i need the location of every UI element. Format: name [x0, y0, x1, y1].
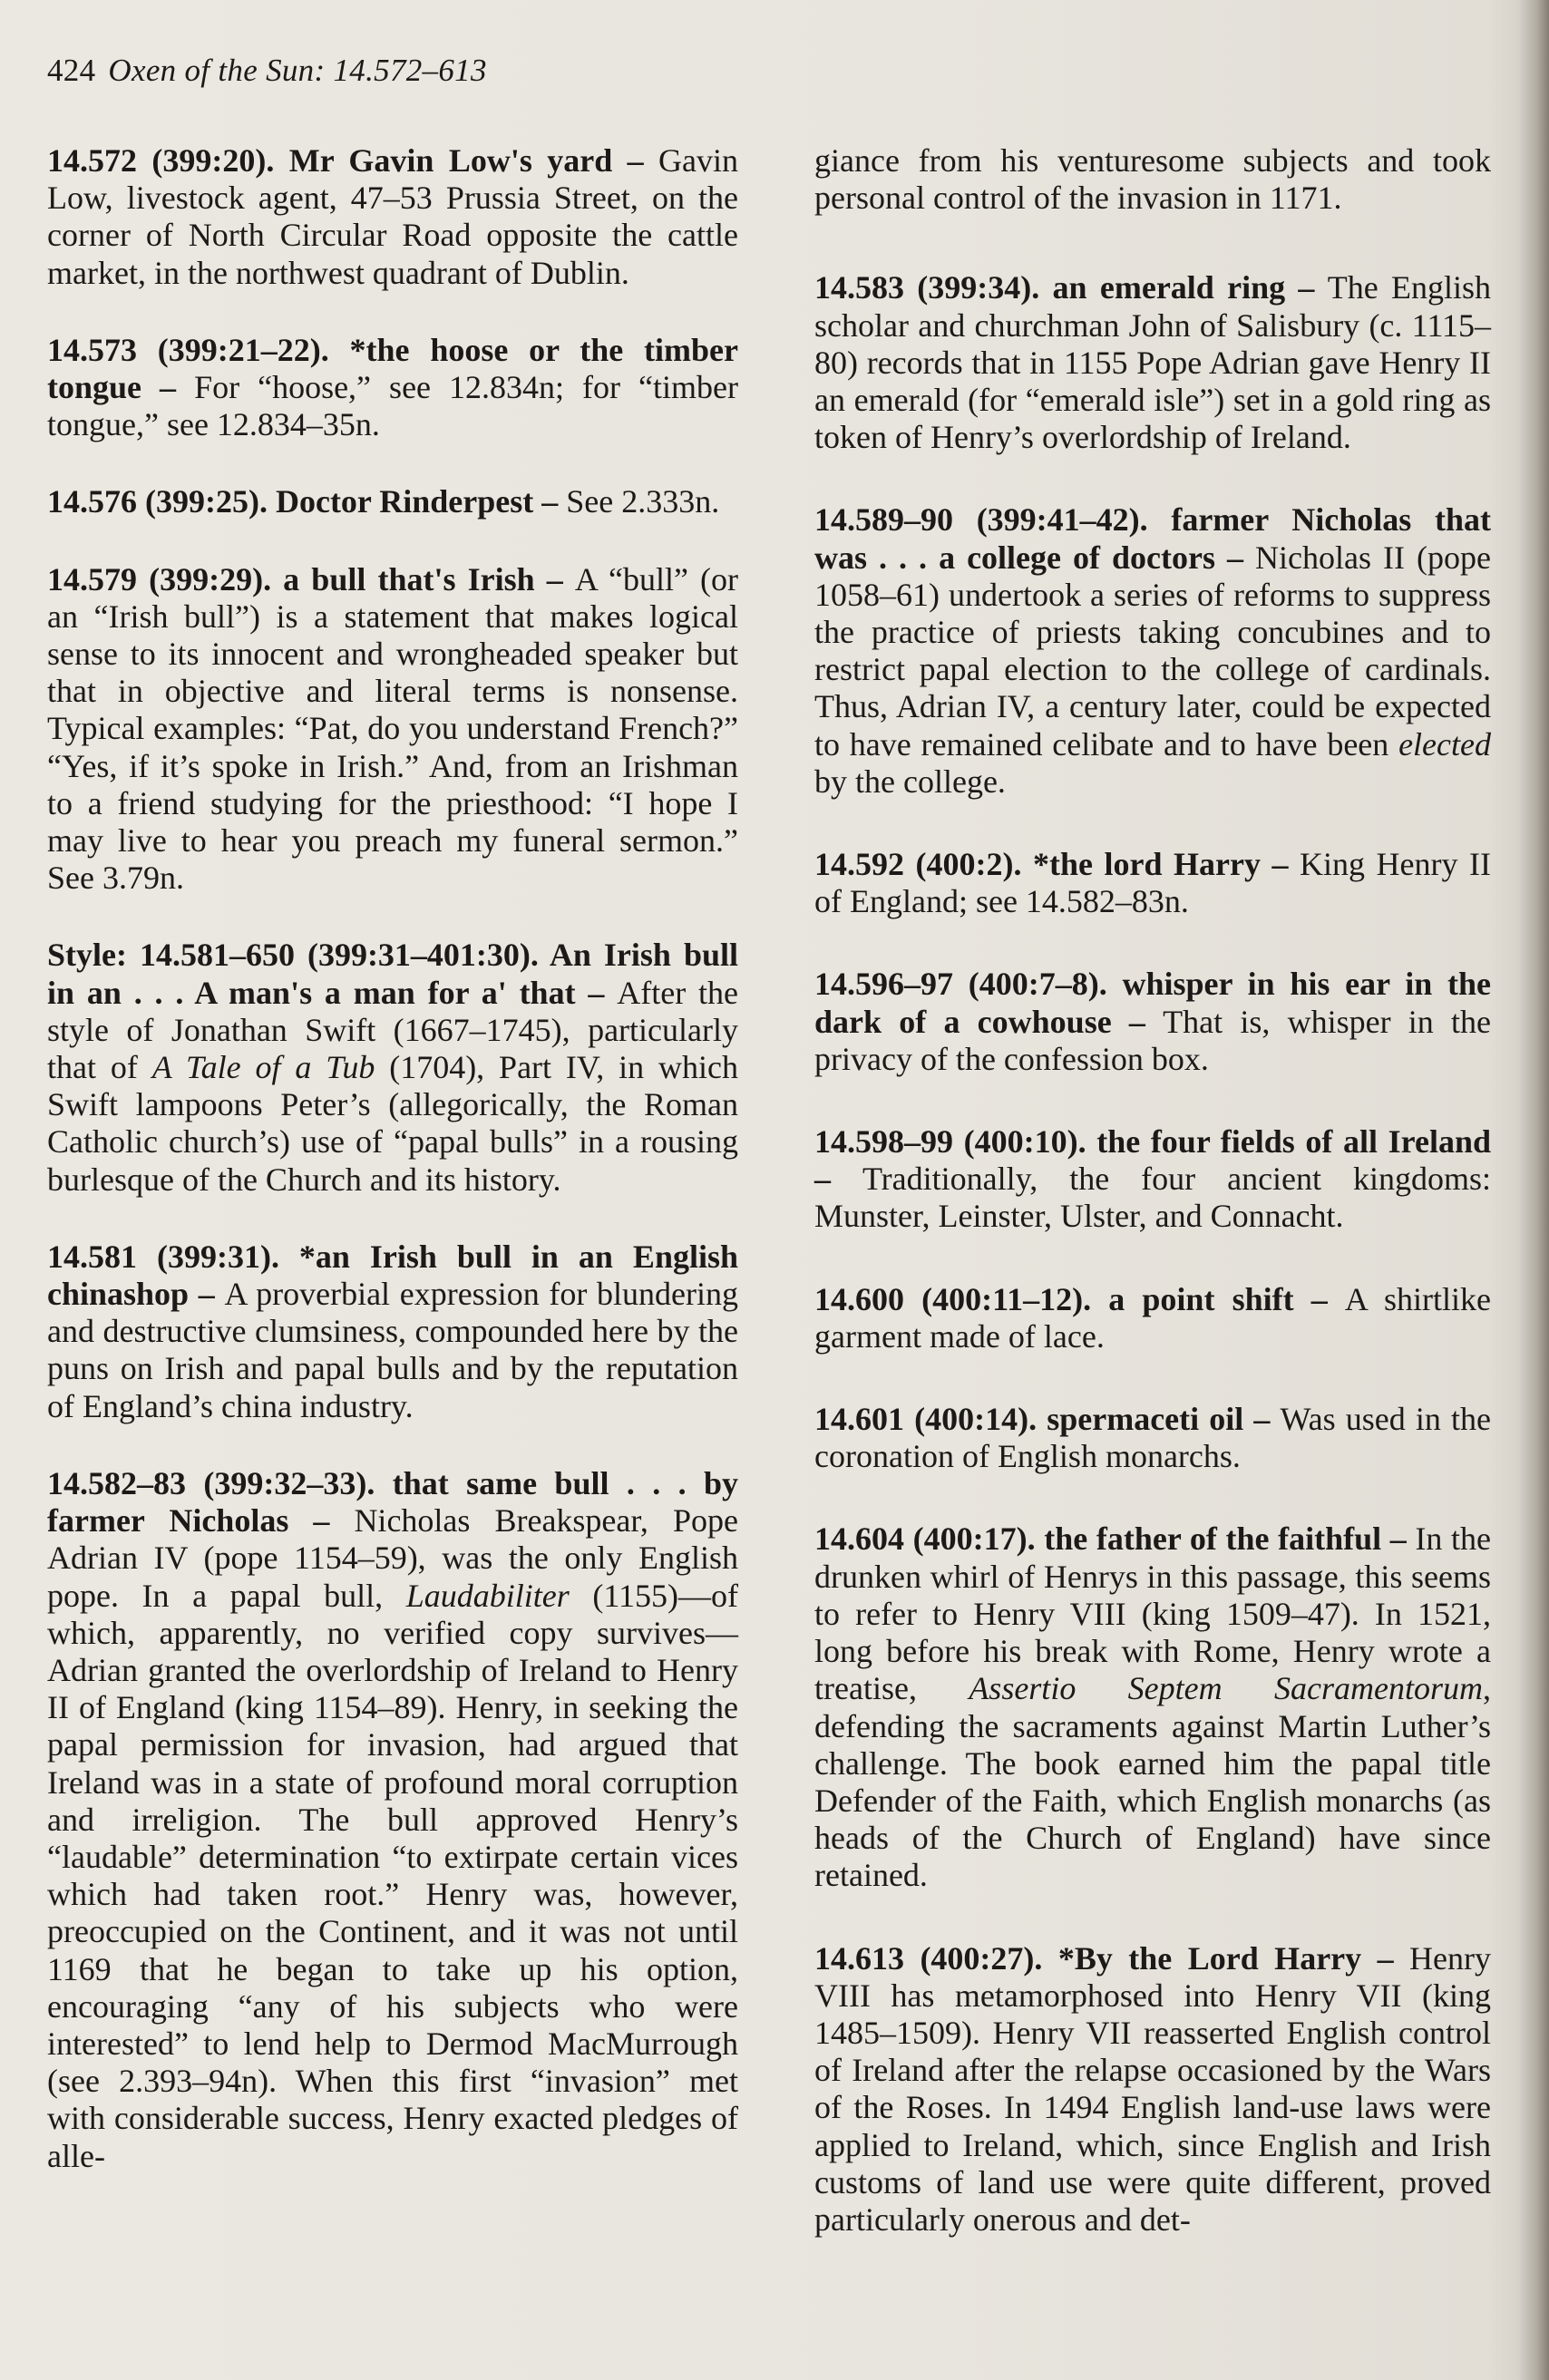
italic-title: Assertio Septem Sacramentorum — [969, 1670, 1483, 1707]
entry-gloss: Henry VIII has metamorphosed into Henry VII (king 1485–1509). Henry VII reasserted English control of Ireland after the relapse occasioned by the Wars of the Roses. In 1494 English land-use laws were applied to Ireland, which, since English and Irish customs of land use were quite different, proved particularly onerous and det- — [814, 1939, 1492, 2238]
entry-heading: 14.573 (399:21–22). *the hoose or the timber tongue — [47, 331, 738, 406]
annotation-entry — [814, 846, 1491, 920]
entry-gloss: (1155)—of which, apparently, no verified copy survives—Adrian granted the overlordship of Ireland to Henry II of England (king 1154–89). Henry, in seeking the papal permission for invasion, had argued that Ireland was in a state of profound moral corruption and irreligion. The bull approved Henry’s “laudable” determination “to extirpate certain vices which had taken root.” Henry was, however, preoccupied on the Continent, and it was not until 1169 that he began to take up his option, encouraging “any of his subjects who were interested” to lend help to Dermod MacMurrough (see 2.393–94n). When this first “invasion” met with considerable success, Henry exacted pledges of alle- — [47, 1577, 738, 2174]
entry-gloss: Nicholas II (pope 1058–61) undertook a series of reforms to suppress the practice of priests taking concubines and to restrict papal election to the college of cardinals. Thus, Adrian IV, a century later, could be expected to have remained celibate and to have been — [814, 539, 1491, 763]
entry-dash: – — [141, 369, 195, 406]
annotation-entry — [814, 1281, 1491, 1355]
entry-gloss: The English scholar and churchman John of Salisbury (c. 1115–80) records that in 1155 Pope Adrian gave Henry II an emerald (for “emerald isle”) set in a gold ring as token of Henry’s overlordship of Ireland. — [814, 269, 1491, 456]
annotation-entry — [814, 269, 1491, 456]
annotation-entry — [814, 501, 1491, 801]
left-column — [47, 142, 738, 2215]
entry-heading: 14.582–83 (399:32–33). that same bull . . . by farmer Nicholas — [47, 1464, 738, 1540]
entry-heading: 14.589–90 (399:41–42). farmer Nicholas that was . . . a college of doctors — [814, 501, 1491, 576]
continued-text: giance from his venturesome subjects and took personal control of the invasion in 1171. — [814, 142, 1491, 217]
page-number: 424 — [47, 53, 96, 88]
entry-dash: – — [1285, 269, 1328, 306]
annotation-entry — [814, 142, 1491, 217]
entry-heading: 14.596–97 (400:7–8). whisper in his ear in the dark of a cowhouse — [814, 966, 1491, 1040]
entry-heading: 14.572 (399:20). Mr Gavin Low's yard — [47, 142, 613, 179]
entry-dash: – — [288, 1502, 355, 1540]
annotation-entry — [47, 937, 738, 1198]
annotation-entry — [814, 1123, 1491, 1236]
entry-heading: 14.604 (400:17). the father of the faithful — [814, 1520, 1382, 1558]
entry-heading: 14.600 (400:11–12). a point shift — [814, 1280, 1294, 1317]
entry-heading: 14.613 (400:27). *By the Lord Harry — [814, 1939, 1362, 1977]
entry-gloss: Was used in the coronation of English monarchs. — [814, 1401, 1491, 1475]
annotation-entry — [814, 1940, 1491, 2239]
entry-gloss: Gavin Low, livestock agent, 47–53 Prussia Street, on the corner of North Circular Road opposite the cattle market, in the northwest quadrant of Dublin. — [47, 142, 739, 291]
entry-dash: – — [1243, 1401, 1281, 1438]
running-head-title: Oxen of the Sun: 14.572–613 — [108, 53, 487, 88]
italic-title: Laudabiliter — [405, 1577, 570, 1614]
entry-gloss: Traditionally, the four ancient kingdoms: Munster, Leinster, Ulster, and Connacht. — [814, 1161, 1491, 1235]
entry-gloss: A “bull” (or an “Irish bull”) is a statement that makes logical sense to its innocent and wrongheaded speaker but that in objective and literal terms is nonsense. Typical examples: “Pat, do you understand French?” “Yes, if it’s spoke in Irish.” And, from an Irishman to a friend studying for the priesthood: “I hope I may live to hear you preach my funeral sermon.” See 3.79n. — [47, 560, 739, 897]
entry-dash: – — [1293, 1280, 1345, 1317]
annotation-entry — [47, 332, 738, 444]
entry-dash: – — [533, 483, 567, 520]
entry-heading: 14.579 (399:29). a bull that's Irish — [47, 560, 535, 597]
entry-gloss: King Henry II of England; see 14.582–83n. — [814, 846, 1491, 920]
entry-dash: – — [189, 1276, 225, 1313]
entry-heading: 14.592 (400:2). *the lord Harry — [814, 846, 1261, 883]
annotation-entry — [47, 142, 738, 292]
entry-heading: 14.601 (400:14). spermaceti oil — [814, 1401, 1244, 1438]
annotation-entry — [47, 1465, 738, 2175]
entry-dash: – — [1215, 539, 1256, 576]
entry-dash: – — [1381, 1520, 1416, 1558]
entry-dash: – — [1111, 1003, 1164, 1040]
entry-dash: – — [575, 974, 618, 1011]
entry-dash: – — [612, 142, 659, 179]
entry-gloss: That is, whisper in the privacy of the confession box. — [814, 1003, 1491, 1077]
italic-title: elected — [1398, 725, 1491, 763]
entry-dash: – — [1361, 1939, 1410, 1977]
entry-dash: – — [534, 560, 575, 597]
entry-heading: 14.576 (399:25). Doctor Rinderpest — [47, 483, 534, 520]
annotation-entry — [47, 1239, 738, 1425]
right-column — [814, 142, 1491, 2284]
entry-gloss: In the drunken whirl of Henrys in this passage, this seems to refer to Henry VIII (king 1509–47). In 1521, long before his break with Rome, Henry wrote a treatise, — [814, 1520, 1492, 1707]
entry-heading: 14.598–99 (400:10). the four fields of all Ireland — [814, 1123, 1491, 1161]
entry-dash: – — [1260, 846, 1301, 883]
page-edge-shadow — [1518, 0, 1549, 2380]
entry-gloss: Nicholas Breakspear, Pope Adrian IV (pope 1154–59), was the only English pope. In a papal bull, — [47, 1502, 738, 1614]
entry-gloss: See 2.333n. — [566, 483, 720, 520]
entry-gloss: A shirtlike garment made of lace. — [814, 1280, 1491, 1355]
entry-gloss: by the college. — [814, 763, 1006, 800]
annotation-entry — [47, 561, 738, 898]
entry-gloss: For “hoose,” see 12.834n; for “timber tongue,” see 12.834–35n. — [47, 369, 739, 443]
italic-title: A Tale of a Tub — [151, 1049, 375, 1086]
entry-heading: 14.581 (399:31). *an Irish bull in an English chinashop — [47, 1238, 738, 1313]
running-head — [47, 53, 487, 89]
entry-gloss: , defending the sacraments against Martin Luther’s challenge. The book earned him the papal title Defender of the Faith, which English monarchs (as heads of the Church of England) have since retained. — [814, 1670, 1491, 1894]
annotation-entry — [814, 1401, 1491, 1475]
entry-heading: Style: 14.581–650 (399:31–401:30). An Irish bull in an . . . A man's a man for a' that — [47, 937, 738, 1011]
entry-gloss: (1704), Part IV, in which Swift lampoons Peter’s (allegorically, the Roman Catholic church’s) use of “papal bulls” in a rousing burlesque of the Church and its history. — [47, 1049, 739, 1198]
annotation-entry — [47, 483, 738, 520]
annotation-entry — [814, 1520, 1491, 1894]
entry-gloss: After the style of Jonathan Swift (1667–1745), particularly that of — [47, 974, 739, 1086]
annotation-entry — [814, 966, 1491, 1078]
entry-gloss: A proverbial expression for blundering and destructive clumsiness, compounded here by the puns on Irish and papal bulls and by the reputation of England’s china industry. — [47, 1276, 738, 1424]
entry-heading: 14.583 (399:34). an emerald ring — [814, 269, 1286, 306]
entry-dash: – — [814, 1161, 862, 1198]
